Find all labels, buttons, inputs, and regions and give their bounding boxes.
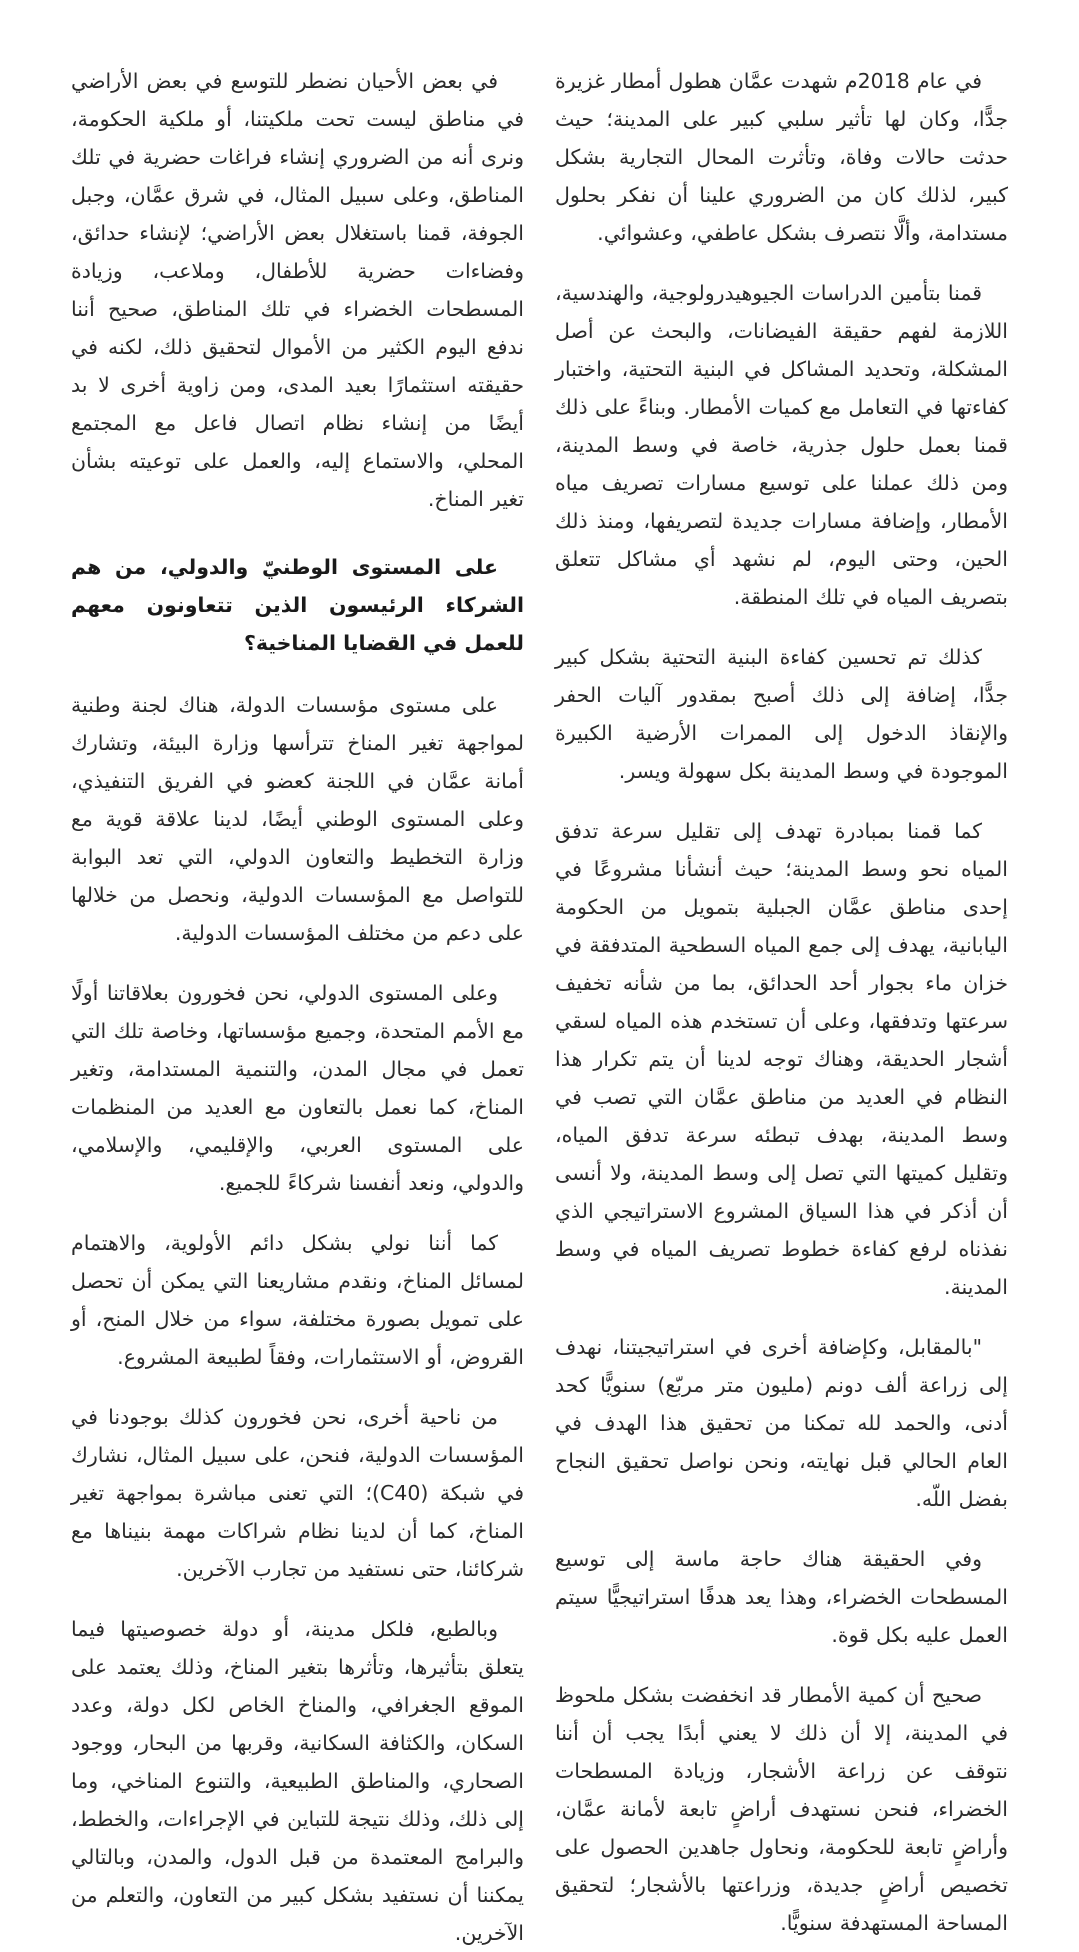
- paragraph: قمنا بتأمين الدراسات الجيوهيدرولوجية، والهندسية، اللازمة لفهم حقيقة الفيضانات، والبحث عن أصل المشكلة، وتحديد المشاكل في البنية التحتية، واختبار كفاءتها في التعامل مع كميات الأمطار. وبناءً على ذلك قمنا بعمل حلول جذرية، خاصة في وسط المدينة، ومن ذلك عملنا على توسيع مسارات تصريف مياه الأمطار، وإضافة مسارات جديدة لتصريفها، ومنذ ذلك الحين، وحتى اليوم، لم نشهد أي مشاكل تتعلق بتصريف المياه في تلك المنطقة.: [555, 281, 1008, 609]
- paragraph: صحيح أن كمية الأمطار قد انخفضت بشكل ملحوظ في المدينة، إلا أن ذلك لا يعني أبدًا يجب أن أننا نتوقف عن زراعة الأشجار، وزيادة المسطحات الخضراء، فنحن نستهدف أراضٍ تابعة لأمانة عمَّان، وأراضٍ تابعة للحكومة، ونحاول جاهدين الحصول على تخصيص أراضٍ جديدة، وزراعتها بالأشجار؛ لتحقيق المساحة المستهدفة سنويًّا.: [555, 1683, 1008, 1935]
- paragraph: وبالطبع، فلكل مدينة، أو دولة خصوصيتها فيما يتعلق بتأثيرها، وتأثرها بتغير المناخ، وذلك يعتمد على الموقع الجغرافي، والمناخ الخاص لكل دولة، وعدد السكان، والكثافة السكانية، وقربها من البحار، ووجود الصحاري، والمناطق الطبيعية، والتنوع المناخي، وما إلى ذلك، وذلك نتيجة للتباين في الإجراءات، والخطط، والبرامج المعتمدة من قبل الدول، والمدن، وبالتالي يمكننا أن نستفيد بشكل كبير من التعاون، والتعلم من الآخرين.: [71, 1617, 524, 1945]
- paragraph: كذلك تم تحسين كفاءة البنية التحتية بشكل كبير جدًّا، إضافة إلى ذلك أصبح بمقدور آليات الحفر والإنقاذ الدخول إلى الممرات الأرضية الكبيرة الموجودة في وسط المدينة بكل سهولة ويسر.: [555, 645, 1008, 783]
- two-column-layout: [71, 62, 1008, 1945]
- paragraph: كما قمنا بمبادرة تهدف إلى تقليل سرعة تدفق المياه نحو وسط المدينة؛ حيث أنشأنا مشروعًا في إحدى مناطق عمَّان الجبلية بتمويل من الحكومة اليابانية، يهدف إلى جمع المياه السطحية المتدفقة في خزان ماء بجوار أحد الحدائق، بما من شأنه تخفيف سرعتها وتدفقها، وعلى أن تستخدم هذه المياه لسقي أشجار الحديقة، وهناك توجه لدينا أن يتم تكرار هذا النظام في العديد من مناطق عمَّان التي تصب في وسط المدينة، بهدف تبطئه سرعة تدفق المياه، وتقليل كميتها التي تصل إلى وسط المدينة، ولا أنسى أن أذكر في هذا السياق المشروع الاستراتيجي الذي نفذناه لرفع كفاءة خطوط تصريف المياه في وسط المدينة.: [555, 819, 1008, 1299]
- paragraph: على مستوى مؤسسات الدولة، هناك لجنة وطنية لمواجهة تغير المناخ تترأسها وزارة البيئة، وتشارك أمانة عمَّان في اللجنة كعضو في الفريق التنفيذي، وعلى المستوى الوطني أيضًا، لدينا علاقة قوية مع وزارة التخطيط والتعاون الدولي، التي تعد البوابة للتواصل مع المؤسسات الدولية، ونحصل من خلالها على دعم من مختلف المؤسسات الدولية.: [71, 693, 524, 945]
- paragraph: كما أننا نولي بشكل دائم الأولوية، والاهتمام لمسائل المناخ، ونقدم مشاريعنا التي يمكن أن تحصل على تمويل بصورة مختلفة، سواء من خلال المنح، أو القروض، أو الاستثمارات، وفقاً لطبيعة المشروع.: [71, 1231, 524, 1369]
- section-heading: على المستوى الوطنيّ والدولي، من هم الشركاء الرئيسون الذين تتعاونون معهم للعمل في القضايا المناخية؟: [71, 555, 524, 655]
- paragraph: وعلى المستوى الدولي، نحن فخورون بعلاقاتنا أولًا مع الأمم المتحدة، وجميع مؤسساتها، وخاصة تلك التي تعمل في مجال المدن، والتنمية المستدامة، وتغير المناخ، كما نعمل بالتعاون مع العديد من المنظمات على المستوى العربي، والإقليمي، والإسلامي، والدولي، ونعد أنفسنا شركاءً للجميع.: [71, 981, 524, 1195]
- right-text-column: [555, 62, 1008, 1935]
- paragraph: وفي الحقيقة هناك حاجة ماسة إلى توسيع المسطحات الخضراء، وهذا يعد هدفًا استراتيجيًّا سيتم العمل عليه بكل قوة.: [555, 1547, 1008, 1647]
- paragraph: من ناحية أخرى، نحن فخورون كذلك بوجودنا في المؤسسات الدولية، فنحن، على سبيل المثال، نشارك في شبكة (C40)؛ التي تعنى مباشرة بمواجهة تغير المناخ، كما أن لدينا نظام شراكات مهمة بنيناها مع شركائنا، حتى نستفيد من تجارب الآخرين.: [71, 1405, 525, 1581]
- paragraph: في بعض الأحيان نضطر للتوسع في بعض الأراضي في مناطق ليست تحت ملكيتنا، أو ملكية الحكومة، ونرى أنه من الضروري إنشاء فراغات حضرية في تلك المناطق، وعلى سبيل المثال، في شرق عمَّان، وجبل الجوفة، قمنا باستغلال بعض الأراضي؛ لإنشاء حدائق، وفضاءات حضرية للأطفال، وملاعب، وزيادة المسطحات الخضراء في تلك المناطق، صحيح أننا ندفع اليوم الكثير من الأموال لتحقيق ذلك، لكنه في حقيقته استثمارًا بعيد المدى، ومن زاوية أخرى لا بد أيضًا من إنشاء نظام اتصال فاعل مع المجتمع المحلي، والاستماع إليه، والعمل على توعيته بشأن تغير المناخ.: [71, 69, 524, 511]
- paragraph: في عام 2018م شهدت عمَّان هطول أمطار غزيرة جدًّا، وكان لها تأثير سلبي كبير على المدينة؛ حيث حدثت حالات وفاة، وتأثرت المحال التجارية بشكل كبير، لذلك كان من الضروري علينا أن نفكر بحلول مستدامة، وألَّا نتصرف بشكل عاطفي، وعشوائي.: [555, 69, 1008, 245]
- paragraph: "بالمقابل، وكإضافة أخرى في استراتيجيتنا، نهدف إلى زراعة ألف دونم (مليون متر مربّع) سنويًّا كحد أدنى، والحمد لله تمكنا من تحقيق هذا الهدف في العام الحالي قبل نهايته، ونحن نواصل تحقيق النجاح بفضل اللّه.: [555, 1335, 1008, 1511]
- left-text-column: [71, 62, 525, 1945]
